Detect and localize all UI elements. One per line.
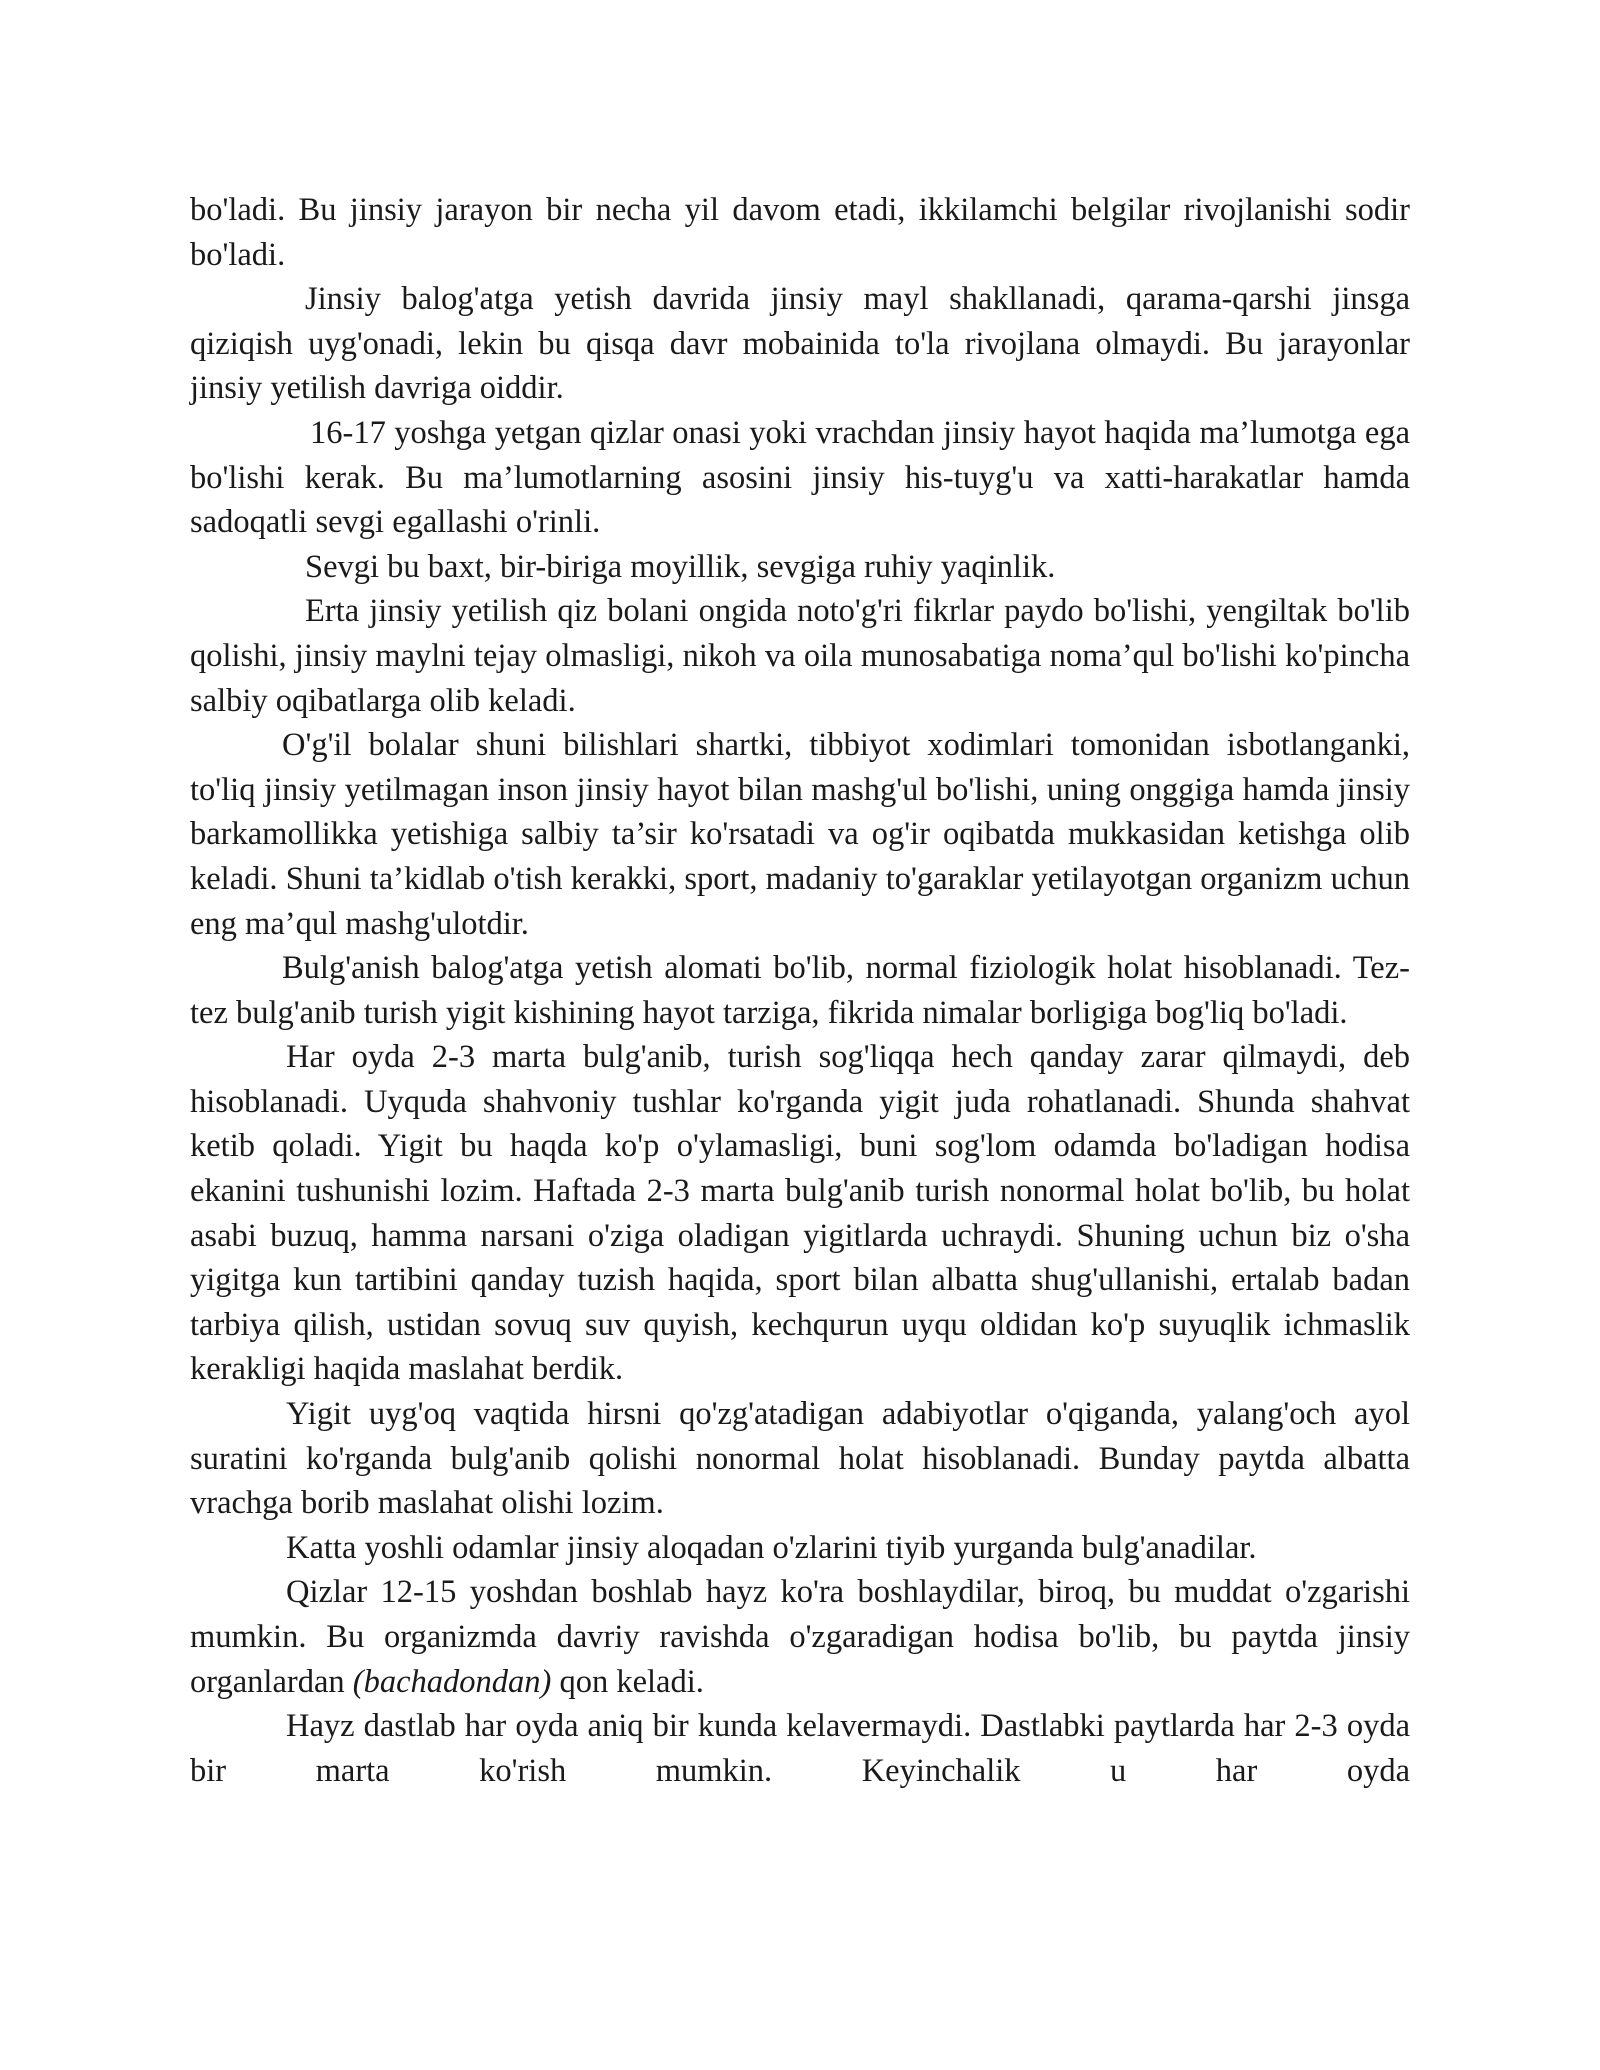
paragraph: Katta yoshli odamlar jinsiy aloqadan o'zlarini tiyib yurganda bulg'anadilar. (286, 1529, 1257, 1566)
paragraph: Hayz dastlab har oyda aniq bir kunda kelavermaydi. Dastlabki paytlarda har 2-3 oyda bir marta ko'rish mumkin. Keyinchalik u har oyda (190, 1708, 1410, 1789)
paragraph: O'g'il bolalar shuni bilishlari shartki, tibbiyot xodimlari tomonidan isbotlanganki, to'liq jinsiy yetilmagan inson jinsiy hayot bilan mashg'ul bo'lishi, uning onggiga hamda jinsiy barkamollikka yetishiga salbiy ta’sir ko'rsatadi va og'ir oqibatda mukkasidan ketishga olib keladi. Shuni ta’kidlab o'tish kerakki, sport, madaniy to'garaklar yetilayotgan organizm uchun eng ma’qul mashg'ulotdir. (190, 727, 1410, 942)
paragraph: Sevgi bu baxt, bir-biriga moyillik, sevgiga ruhiy yaqinlik. (305, 548, 1056, 585)
paragraph: Jinsiy balog'atga yetish davrida jinsiy mayl shakllanadi, qarama-qarshi jinsga qiziqish uyg'onadi, lekin bu qisqa davr mobainida to'la rivojlana olmaydi. Bu jarayonlar jinsiy yetilish davriga oiddir. (190, 281, 1410, 407)
paragraph-text: Qizlar 12-15 yoshdan boshlab hayz ko'ra boshlaydilar, biroq, bu muddat o'zgarishi mumkin. Bu organizmda davriy ravishda o'zgaradigan hodisa bo'lib, bu paytda jinsiy organlardan (190, 1574, 1410, 1700)
paragraph-text: qon keladi. (551, 1663, 704, 1700)
paragraph: 16-17 yoshga yetgan qizlar onasi yoki vrachdan jinsiy hayot haqida ma’lumotga ega bo'lishi kerak. Bu ma’lumotlarning asosini jinsiy his-tuyg'u va xatti-harakatlar hamda sadoqatli sevgi egallashi o'rinli. (190, 414, 1410, 541)
paragraph: Har oyda 2-3 marta bulg'anib, turish sog'liqqa hech qanday zarar qilmaydi, deb hisoblanadi. Uyquda shahvoniy tushlar ko'rganda yigit juda rohatlanadi. Shunda shahvat ketib qoladi. Yigit bu haqda ko'p o'ylamasligi, buni sog'lom odamda bo'ladigan hodisa ekanini tushunishi lozim. Haftada 2-3 marta bulg'anib turish nonormal holat bo'lib, bu holat asabi buzuq, hamma narsani o'ziga oladigan yigitlarda uchraydi. Shuning uchun biz o'sha yigitga kun tartibini qanday tuzish haqida, sport bilan albatta shug'ullanishi, ertalab badan tarbiya qilish, ustidan sovuq suv quyish, kechqurun uyqu oldidan ko'p suyuqlik ichmaslik kerakligi haqida maslahat berdik. (190, 1039, 1410, 1388)
paragraph: Yigit uyg'oq vaqtida hirsni qo'zg'atadigan adabiyotlar o'qiganda, yalang'och ayol suratini ko'rganda bulg'anib qolishi nonormal holat hisoblanadi. Bunday paytda albatta vrachga borib maslahat olishi lozim. (190, 1396, 1410, 1522)
paragraph: bo'ladi. Bu jinsiy jarayon bir necha yil davom etadi, ikkilamchi belgilar rivojlanishi sodir bo'ladi. (190, 192, 1410, 273)
paragraph: Erta jinsiy yetilish qiz bolani ongida noto'g'ri fikrlar paydo bo'lishi, yengiltak bo'lib qolishi, jinsiy maylni tejay olmasligi, nikoh va oila munosabatiga noma’qul bo'lishi ko'pincha salbiy oqibatlarga olib keladi. (190, 593, 1410, 719)
paragraph (190, 1570, 1410, 1704)
document-page (190, 188, 1410, 1793)
italic-term: (bachadondan) (352, 1663, 552, 1700)
paragraph: Bulg'anish balog'atga yetish alomati bo'lib, normal fiziologik holat hisoblanadi. Tez-tez bulg'anib turish yigit kishining hayot tarziga, fikrida nimalar borligiga bog'liq bo'ladi. (190, 950, 1410, 1031)
